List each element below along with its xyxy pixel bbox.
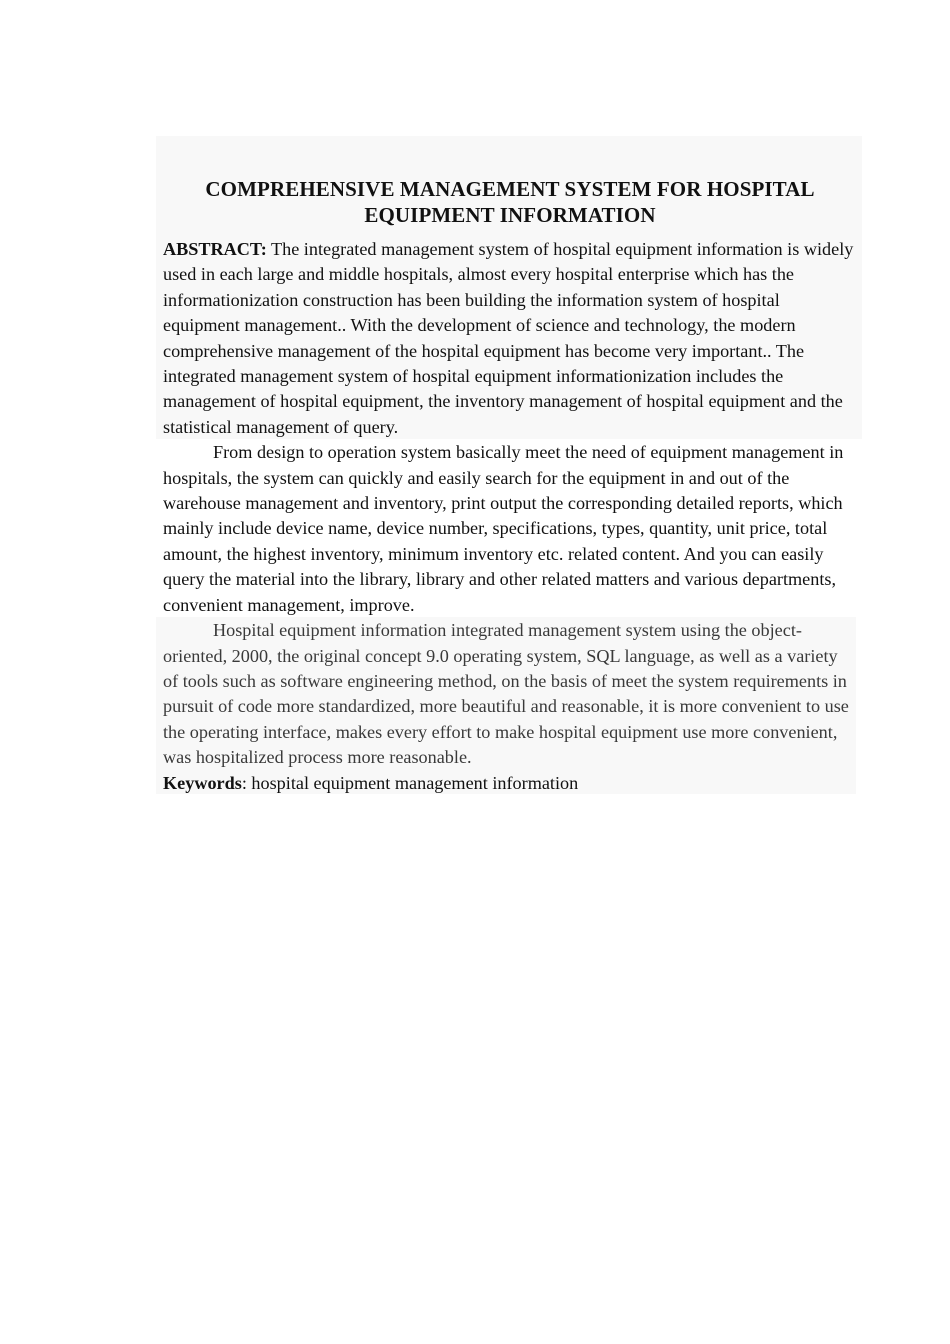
keywords-label: Keywords <box>163 772 242 793</box>
body-paragraph-2: From design to operation system basically meet the need of equipment management in hospitals, the system can quickly and easily search for the equipment in and out of the warehouse management and inventory, print output the corresponding detailed reports, which mainly include device name, device number, specifications, types, quantity, unit price, total amount, the highest inventory, minimum inventory etc. related content. And you can easily query the material into the library, library and other related matters and various departments, convenient management, improve. <box>163 442 844 615</box>
abstract-paragraph <box>163 237 857 440</box>
document-title: COMPREHENSIVE MANAGEMENT SYSTEM FOR HOSPITAL EQUIPMENT INFORMATION <box>205 177 815 227</box>
keywords-separator: : <box>241 772 247 793</box>
keywords-line <box>163 771 857 796</box>
abstract-text: The integrated management system of hospital equipment information is widely used in each large and middle hospitals, almost every hospital enterprise which has the informationization construction has been building the information system of hospital equipment management.. With the development of science and technology, the modern comprehensive management of the hospital equipment has become very important.. The integrated management system of hospital equipment informationization includes the management of hospital equipment, the inventory management of hospital equipment and the statistical management of query. <box>163 239 854 437</box>
keywords-text: hospital equipment management information <box>246 772 579 793</box>
document-body <box>163 176 857 796</box>
abstract-label: ABSTRACT: <box>163 239 267 259</box>
body-paragraph-3: Hospital equipment information integrated management system using the object-oriented, 2000, the original concept 9.0 operating system, SQL language, as well as a variety of tools such as software engineering method, on the basis of meet the system requirements in pursuit of code more standardized, more beautiful and reasonable, it is more convenient to use the operating interface, makes every effort to make hospital equipment use more convenient, was hospitalized process more reasonable. <box>163 620 849 768</box>
